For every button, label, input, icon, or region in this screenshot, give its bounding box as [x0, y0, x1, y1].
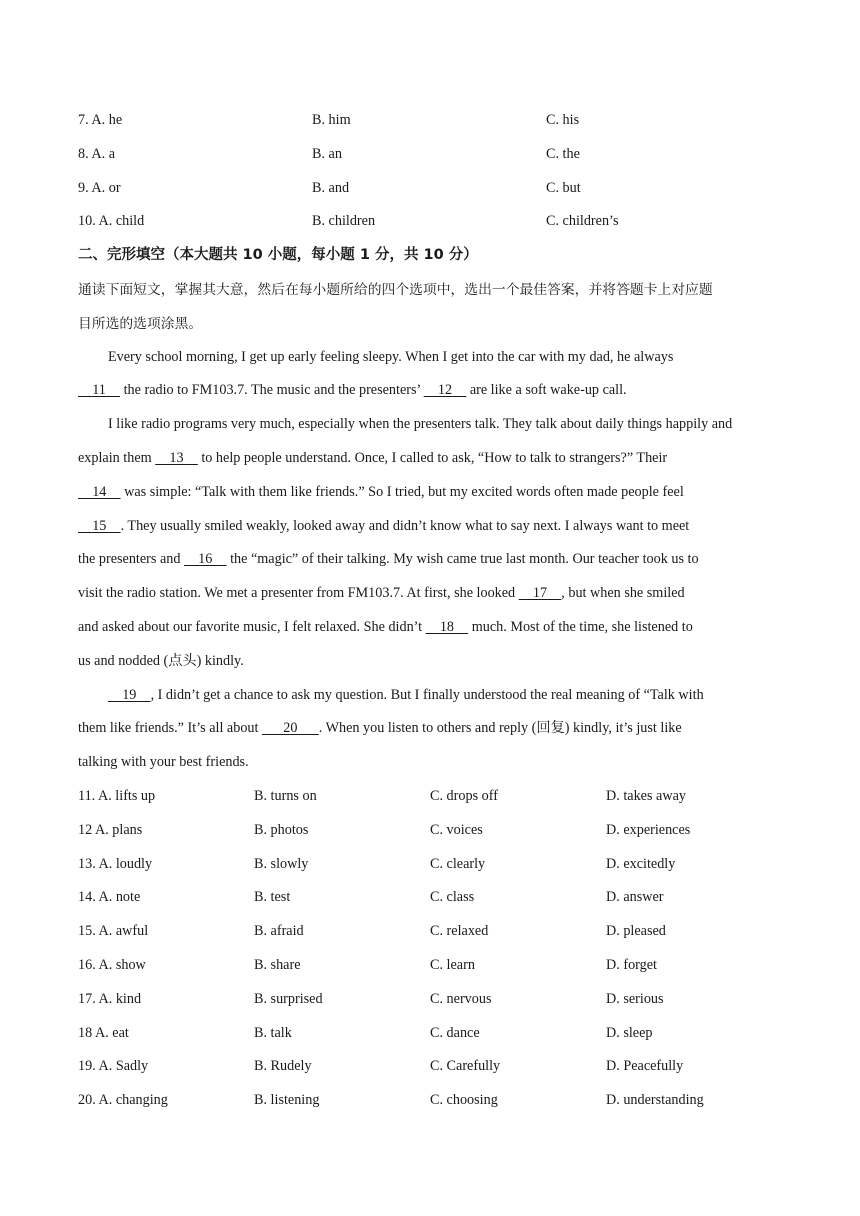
passage-line: 15 . They usually smiled weakly, looked away and didn’t know what to say next. I always want to meet: [78, 517, 690, 534]
option-a: 19. A. Sadly: [78, 1058, 149, 1075]
blank-20: 20: [262, 720, 319, 737]
option-row: [78, 138, 778, 172]
blank-11: 11: [78, 382, 121, 399]
option-row: [78, 1050, 778, 1084]
option-d: D. Peacefully: [606, 1058, 684, 1075]
option-b: B. turns on: [254, 787, 317, 804]
option-b: B. slowly: [254, 855, 309, 872]
blank-13: 13: [155, 449, 198, 466]
passage-line: 11 the radio to FM103.7. The music and the presenters’ 12 are like a soft wake-up call.: [78, 382, 627, 399]
option-b: B. photos: [254, 821, 309, 838]
option-row: [78, 1017, 778, 1051]
passage-line: us and nodded (点头) kindly.: [78, 652, 244, 669]
option-b: B. test: [254, 889, 291, 906]
option-row: [78, 814, 778, 848]
option-a: 12 A. plans: [78, 821, 143, 838]
option-d: D. answer: [606, 889, 664, 906]
option-b: B. and: [312, 179, 350, 196]
option-row: [78, 983, 778, 1017]
option-c: C. the: [546, 145, 580, 162]
option-a: 18 A. eat: [78, 1024, 129, 1041]
option-a: 10. A. child: [78, 213, 145, 230]
option-row: [78, 172, 778, 206]
passage-line: visit the radio station. We met a presenter from FM103.7. At first, she looked 17 , but when she smiled: [78, 585, 685, 602]
option-b: B. him: [312, 112, 351, 128]
option-c: C. but: [546, 179, 581, 196]
option-b: B. afraid: [254, 923, 304, 940]
option-d: D. forget: [606, 956, 657, 973]
option-c: C. learn: [430, 956, 475, 973]
blank-15: 15: [78, 517, 121, 534]
option-b: B. share: [254, 956, 301, 973]
passage-line: explain them 13 to help people understand. Once, I called to ask, “How to talk to strangers?” Their: [78, 449, 668, 466]
previous-options: [78, 104, 778, 239]
passage-line: 19 , I didn’t get a chance to ask my question. But I finally understood the real meaning of “Talk with: [108, 686, 704, 703]
blank-16: 16: [183, 551, 227, 568]
option-a: 14. A. note: [78, 889, 141, 906]
option-d: D. pleased: [606, 923, 666, 940]
option-b: B. talk: [254, 1024, 292, 1041]
option-d: D. experiences: [606, 821, 691, 838]
option-row: [78, 205, 778, 239]
option-a: 13. A. loudly: [78, 855, 153, 872]
option-c: C. children’s: [546, 213, 619, 230]
blank-14: 14: [78, 483, 121, 500]
cloze-options: [78, 780, 778, 1118]
option-c: C. his: [546, 112, 580, 128]
option-d: D. excitedly: [606, 855, 676, 872]
option-c: C. class: [430, 889, 475, 906]
passage-line: and asked about our favorite music, I felt relaxed. She didn’t 18 much. Most of the time, she listened to: [78, 618, 693, 635]
section-instruction: 目所选的选项涂黑。: [78, 315, 203, 331]
option-a: 7. A. he: [78, 112, 123, 128]
option-a: 8. A. a: [78, 145, 116, 162]
passage-line: Every school morning, I get up early feeling sleepy. When I get into the car with my dad, he always: [108, 348, 674, 365]
option-b: B. Rudely: [254, 1058, 312, 1075]
blank-18: 18: [425, 618, 469, 635]
blank-19: 19: [108, 686, 151, 703]
option-d: D. takes away: [606, 787, 686, 804]
option-a: 9. A. or: [78, 179, 121, 196]
exam-page: [78, 104, 778, 1118]
option-row: [78, 881, 778, 915]
option-c: C. Carefully: [430, 1058, 501, 1075]
option-d: D. serious: [606, 990, 664, 1007]
option-c: C. voices: [430, 821, 483, 838]
option-c: C. dance: [430, 1024, 480, 1041]
option-a: 17. A. kind: [78, 990, 142, 1007]
passage-line: talking with your best friends.: [78, 754, 249, 771]
option-row: [78, 949, 778, 983]
option-row: [78, 1084, 778, 1118]
option-a: 16. A. show: [78, 956, 146, 973]
cloze-passage: [78, 341, 778, 780]
section-instruction: 通读下面短文，掌握其大意，然后在每小题所给的四个选项中，选出一个最佳答案，并将答题卡上对应题: [78, 281, 713, 297]
blank-12: 12: [423, 382, 467, 399]
option-c: C. choosing: [430, 1092, 498, 1109]
option-d: D. understanding: [606, 1092, 704, 1109]
option-c: C. nervous: [430, 990, 492, 1007]
option-b: B. children: [312, 213, 376, 230]
option-row: [78, 915, 778, 949]
option-c: C. clearly: [430, 855, 486, 872]
passage-line: the presenters and 16 the “magic” of their talking. My wish came true last month. Our teacher took us to: [78, 551, 699, 568]
option-b: B. an: [312, 145, 342, 162]
option-a: 15. A. awful: [78, 923, 149, 940]
passage-line: I like radio programs very much, especially when the presenters talk. They talk about daily things happily and: [108, 416, 733, 433]
option-d: D. sleep: [606, 1024, 653, 1041]
section-heading: 二、完形填空（本大题共 10 小题，每小题 1 分，共 10 分）: [78, 247, 478, 264]
option-a: 20. A. changing: [78, 1092, 168, 1109]
option-c: C. drops off: [430, 787, 498, 804]
option-b: B. listening: [254, 1092, 320, 1109]
blank-17: 17: [518, 585, 562, 602]
option-b: B. surprised: [254, 990, 323, 1007]
option-row: [78, 848, 778, 882]
option-row: [78, 780, 778, 814]
passage-line: 14 was simple: “Talk with them like friends.” So I tried, but my excited words often made people feel: [78, 483, 684, 500]
passage-line: them like friends.” It’s all about 20 . When you listen to others and reply (回复) kindly, it’s just like: [78, 720, 682, 737]
option-a: 11. A. lifts up: [78, 787, 156, 804]
option-c: C. relaxed: [430, 923, 489, 940]
option-row: [78, 104, 778, 138]
